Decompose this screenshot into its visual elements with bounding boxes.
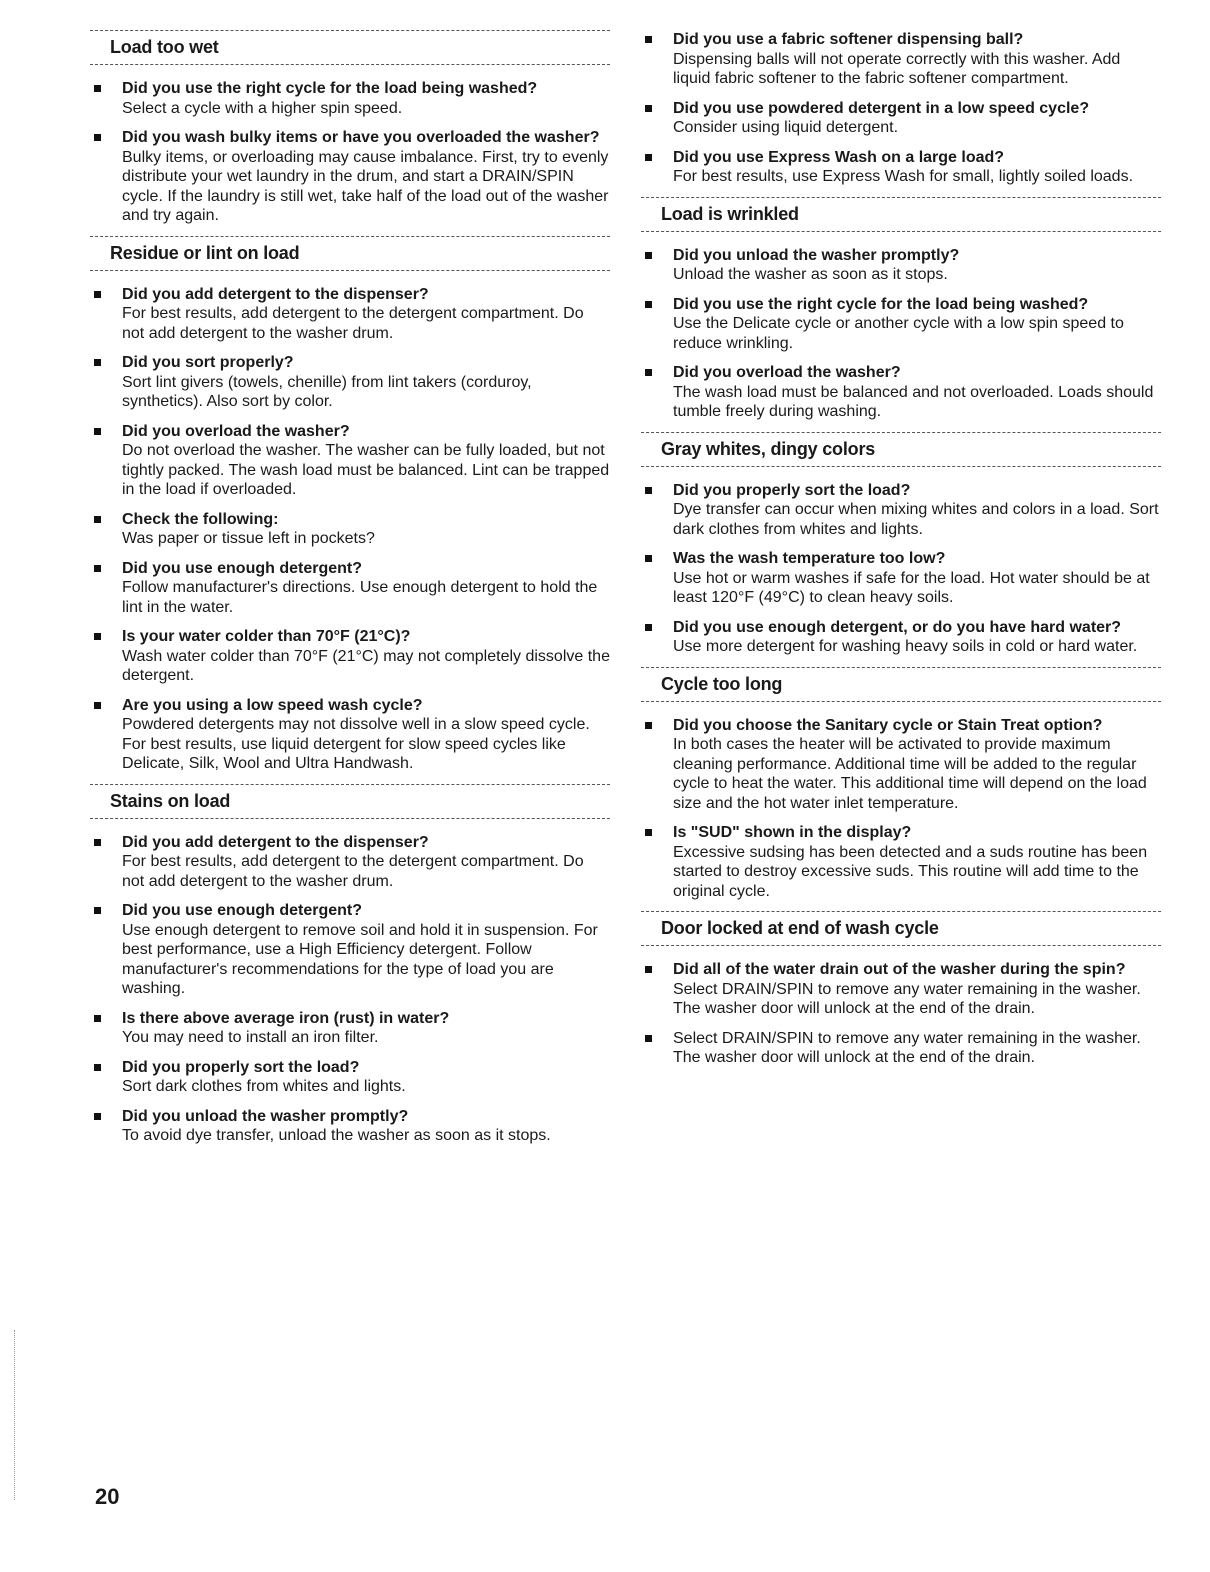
section-title: Cycle too long [661, 673, 783, 694]
troubleshooting-item [90, 627, 610, 686]
troubleshooting-item [90, 353, 610, 412]
answer: Unload the washer as soon as it stops. [673, 266, 948, 283]
square-bullet-icon [94, 516, 101, 523]
square-bullet-icon [94, 839, 101, 846]
answer: Was paper or tissue left in pockets? [122, 530, 375, 547]
answer: Select DRAIN/SPIN to remove any water remaining in the washer. The washer door will unlock at the end of the drain. [673, 980, 1141, 1017]
question: Did you add detergent to the dispenser? [122, 285, 429, 303]
square-bullet-icon [94, 85, 101, 92]
section-header [90, 784, 610, 819]
square-bullet-icon [645, 301, 652, 308]
question: Did you overload the washer? [122, 422, 350, 440]
section-title: Load is wrinkled [661, 203, 799, 224]
troubleshooting-item [641, 363, 1161, 422]
question: Is your water colder than 70°F (21°C)? [122, 628, 411, 645]
question: Did you use the right cycle for the load being washed? [122, 80, 538, 97]
answer: Excessive sudsing has been detected and a suds routine has been started to destroy excessive suds. This routine will add time to the original cycle. [673, 843, 1148, 900]
answer: Dye transfer can occur when mixing whites and colors in a load. Sort dark clothes from whites and lights. [673, 501, 1159, 538]
answer: Do not overload the washer. The washer can be fully loaded, but not tightly packed. The wash load must be balanced. Lint can be trapped in the load if overloaded. [122, 442, 610, 498]
square-bullet-icon [94, 633, 101, 640]
section [90, 30, 610, 226]
section-header [641, 667, 1161, 702]
section-title: Gray whites, dingy colors [661, 438, 876, 459]
answer: Use hot or warm washes if safe for the load. Hot water should be at least 120°F (49°C) to clean heavy soils. [673, 569, 1150, 606]
answer: Sort lint givers (towels, chenille) from lint takers (corduroy, synthetics). Also sort by color. [122, 373, 532, 410]
troubleshooting-item [641, 960, 1161, 1019]
square-bullet-icon [645, 1035, 652, 1042]
section [90, 236, 610, 774]
square-bullet-icon [645, 36, 652, 43]
answer: For best results, use Express Wash for small, lightly soiled loads. [673, 168, 1134, 185]
troubleshooting-item [90, 1009, 610, 1048]
question: Did you use a fabric softener dispensing ball? [673, 31, 1024, 48]
troubleshooting-item [641, 716, 1161, 814]
question: Did you unload the washer promptly? [673, 246, 960, 264]
troubleshooting-item [90, 1058, 610, 1097]
troubleshooting-item [641, 148, 1161, 187]
troubleshooting-item [90, 833, 610, 892]
square-bullet-icon [94, 1015, 101, 1022]
troubleshooting-item [641, 246, 1161, 285]
troubleshooting-item [90, 1107, 610, 1146]
section-title: Residue or lint on load [110, 242, 300, 263]
section-title: Door locked at end of wash cycle [661, 918, 939, 938]
square-bullet-icon [645, 154, 652, 161]
question: Did you properly sort the load? [673, 481, 911, 499]
section-title: Stains on load [110, 790, 231, 811]
square-bullet-icon [645, 829, 652, 836]
question: Did you use enough detergent? [122, 559, 363, 577]
square-bullet-icon [94, 1113, 101, 1120]
square-bullet-icon [645, 252, 652, 259]
square-bullet-icon [645, 105, 652, 112]
question: Did all of the water drain out of the washer during the spin? [673, 961, 1126, 978]
square-bullet-icon [94, 291, 101, 298]
troubleshooting-item [641, 295, 1161, 354]
section-header [90, 236, 610, 271]
square-bullet-icon [645, 369, 652, 376]
answer: Follow manufacturer's directions. Use enough detergent to hold the lint in the water. [122, 579, 598, 616]
question: Did you use powdered detergent in a low speed cycle? [673, 99, 1090, 117]
square-bullet-icon [94, 907, 101, 914]
answer: Use enough detergent to remove soil and hold it in suspension. For best performance, use a High Efficiency detergent. Follow manufacturer's recommendations for the type of load you are washing. [122, 921, 598, 997]
right-column [641, 30, 1161, 1078]
question: Did you properly sort the load? [122, 1058, 360, 1076]
square-bullet-icon [645, 722, 652, 729]
question: Was the wash temperature too low? [673, 550, 946, 567]
troubleshooting-item [90, 128, 610, 226]
section-header [641, 432, 1161, 467]
question: Did you unload the washer promptly? [122, 1107, 409, 1125]
left-column [90, 30, 610, 1156]
square-bullet-icon [94, 134, 101, 141]
square-bullet-icon [645, 555, 652, 562]
answer: Dispensing balls will not operate correctly with this washer. Add liquid fabric softener to the fabric softener compartment. [673, 50, 1121, 87]
answer: Wash water colder than 70°F (21°C) may not completely dissolve the detergent. [122, 647, 610, 684]
answer: For best results, add detergent to the detergent compartment. Do not add detergent to the washer drum. [122, 853, 584, 890]
section-header [641, 911, 1161, 946]
troubleshooting-item [641, 1029, 1161, 1068]
question: Did you use the right cycle for the load being washed? [673, 295, 1089, 313]
margin-mark [14, 1330, 15, 1500]
answer: Sort dark clothes from whites and lights. [122, 1078, 406, 1095]
section [641, 197, 1161, 422]
section [641, 432, 1161, 657]
answer: Consider using liquid detergent. [673, 119, 899, 136]
square-bullet-icon [94, 428, 101, 435]
section [641, 911, 1161, 1068]
answer: Bulky items, or overloading may cause imbalance. First, try to evenly distribute your wet laundry in the drum, and start a DRAIN/SPIN cycle. If the laundry is still wet, take half of the load out of the washer and try again. [122, 148, 609, 224]
troubleshooting-item [641, 823, 1161, 901]
square-bullet-icon [94, 702, 101, 709]
square-bullet-icon [645, 966, 652, 973]
square-bullet-icon [94, 565, 101, 572]
page-number: 20 [95, 1484, 120, 1509]
question: Did you sort properly? [122, 354, 294, 371]
answer: Select a cycle with a higher spin speed. [122, 99, 403, 117]
answer: Use more detergent for washing heavy soils in cold or hard water. [673, 638, 1138, 655]
troubleshooting-item [90, 510, 610, 549]
troubleshooting-item [90, 901, 610, 999]
troubleshooting-item [641, 99, 1161, 138]
troubleshooting-item [641, 549, 1161, 608]
troubleshooting-item [90, 696, 610, 774]
question: Is "SUD" shown in the display? [673, 824, 912, 841]
square-bullet-icon [94, 1064, 101, 1071]
question: Did you use Express Wash on a large load? [673, 148, 1005, 166]
answer: You may need to install an iron filter. [122, 1029, 379, 1046]
answer: In both cases the heater will be activated to provide maximum cleaning performance. Additional time will be added to the regular cycle to heat the water. This additional time will depend on the load size and the hot water inlet temperature. [673, 736, 1147, 812]
troubleshooting-item [641, 30, 1161, 89]
question: Did you wash bulky items or have you overloaded the washer? [122, 129, 600, 146]
section [90, 784, 610, 1146]
answer: The wash load must be balanced and not overloaded. Loads should tumble freely during washing. [673, 383, 1154, 420]
troubleshooting-item [90, 79, 610, 118]
square-bullet-icon [94, 359, 101, 366]
section [641, 667, 1161, 902]
question: Did you overload the washer? [673, 364, 901, 381]
troubleshooting-item [90, 285, 610, 344]
troubleshooting-item [90, 559, 610, 618]
troubleshooting-item [90, 422, 610, 500]
square-bullet-icon [645, 487, 652, 494]
question: Check the following: [122, 510, 279, 528]
section-title: Load too wet [110, 37, 219, 57]
answer: For best results, add detergent to the detergent compartment. Do not add detergent to the washer drum. [122, 305, 584, 342]
answer: Select DRAIN/SPIN to remove any water remaining in the washer. The washer door will unlock at the end of the drain. [673, 1029, 1141, 1066]
answer: Powdered detergents may not dissolve well in a slow speed cycle. For best results, use liquid detergent for slow speed cycles like Delicate, Silk, Wool and Ultra Handwash. [122, 716, 590, 772]
question: Did you use enough detergent? [122, 902, 363, 919]
answer: To avoid dye transfer, unload the washer as soon as it stops. [122, 1127, 551, 1144]
answer: Use the Delicate cycle or another cycle with a low spin speed to reduce wrinkling. [673, 315, 1124, 352]
troubleshooting-item [641, 481, 1161, 540]
troubleshooting-item [641, 618, 1161, 657]
question: Did you add detergent to the dispenser? [122, 833, 429, 851]
section-header [90, 30, 610, 65]
question: Is there above average iron (rust) in water? [122, 1009, 450, 1027]
square-bullet-icon [645, 624, 652, 631]
question: Did you use enough detergent, or do you have hard water? [673, 618, 1122, 636]
section [641, 30, 1161, 187]
section-header [641, 197, 1161, 232]
question: Did you choose the Sanitary cycle or Stain Treat option? [673, 716, 1103, 734]
question: Are you using a low speed wash cycle? [122, 696, 423, 714]
